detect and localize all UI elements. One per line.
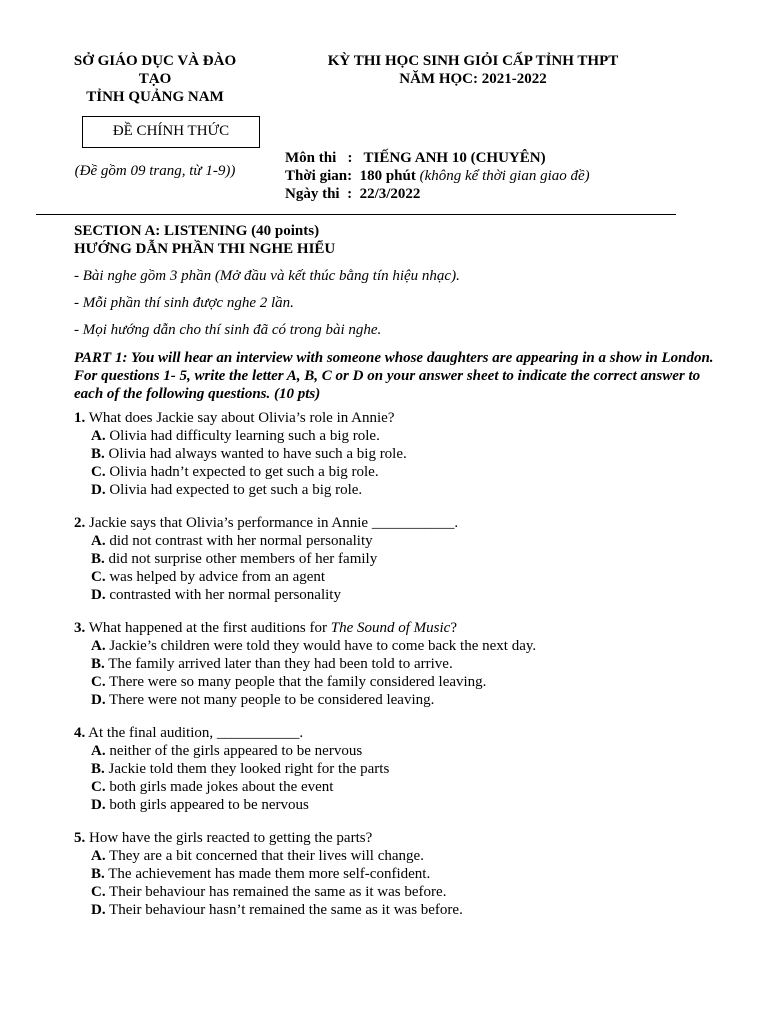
exam-info [285,149,665,203]
answer-option [74,691,724,709]
option-label: A. [91,848,106,864]
header-divider [36,214,676,215]
option-text: There were so many people that the family considered leaving. [105,674,487,690]
answer-option [74,586,724,604]
answer-option [74,445,724,463]
school-year: NĂM HỌC: 2021-2022 [399,71,547,87]
option-text: was helped by advice from an agent [105,569,326,585]
option-text: Jackie told them they looked right for the parts [104,761,390,777]
option-label: A. [91,533,106,549]
option-label: C. [91,674,106,690]
answer-option [74,655,724,673]
option-label: D. [91,587,106,603]
answer-option [74,481,724,499]
answer-option [74,796,724,814]
date-row [285,185,665,203]
question-1 [74,409,724,499]
option-text: Their behaviour has remained the same as it was before. [105,884,447,900]
answer-option [74,673,724,691]
answer-option [74,427,724,445]
question-title-italic: The Sound of Music [330,620,451,636]
question-number: 5. [74,830,86,846]
organization-name [60,52,250,106]
option-text: contrasted with her normal personality [105,587,341,603]
guide-title: HƯỚNG DẪN PHẦN THI NGHE HIỂU [74,241,336,257]
question-5 [74,829,724,919]
question-text: How have the girls reacted to getting the parts? [85,830,373,846]
option-label: C. [91,569,106,585]
exam-content [74,222,724,934]
org-line-1: SỞ GIÁO DỤC VÀ ĐÀO [73,53,237,69]
org-line-2: TẠO [138,71,172,87]
answer-option [74,760,724,778]
question-number: 1. [74,410,86,426]
option-label: B. [91,446,105,462]
option-text: The family arrived later than they had been told to arrive. [104,656,453,672]
option-text: both girls made jokes about the event [105,779,334,795]
answer-option [74,847,724,865]
option-label: A. [91,428,106,444]
question-text: What happened at the first auditions for [85,620,331,636]
option-text: Jackie’s children were told they would have to come back the next day. [105,638,537,654]
time-note: (không kể thời gian giao đề) [419,168,590,184]
option-text: neither of the girls appeared to be nervous [105,743,363,759]
question-3 [74,619,724,709]
option-label: D. [91,482,106,498]
date-label: Ngày thi : [285,186,360,202]
part-1-instructions: PART 1: You will hear an interview with someone whose daughters are appearing in a show in London. For questions 1- 5, write the letter A, B, C or D on your answer sheet to indicate the correct answer to each of the following questions. (10 pts) [74,350,714,402]
option-label: D. [91,692,106,708]
option-text: Olivia had expected to get such a big role. [105,482,363,498]
option-text: did not contrast with her normal personality [105,533,373,549]
date-value: 22/3/2022 [359,186,421,202]
subject-value: TIẾNG ANH 10 (CHUYÊN) [363,150,546,166]
option-label: B. [91,866,105,882]
question-stem [74,829,724,847]
option-label: A. [91,743,106,759]
subject-label: Môn thi : [285,150,364,166]
option-text: Olivia had always wanted to have such a big role. [104,446,407,462]
time-value: 180 phút [359,168,420,184]
question-stem [74,724,724,742]
time-label: Thời gian: [285,168,360,184]
answer-option [74,637,724,655]
question-stem [74,619,724,637]
option-label: B. [91,761,105,777]
answer-option [74,865,724,883]
pages-note: (Đề gồm 09 trang, từ 1-9)) [74,163,236,179]
answer-option [74,550,724,568]
option-text: did not surprise other members of her family [104,551,378,567]
question-number: 2. [74,515,86,531]
question-stem [74,409,724,427]
question-4 [74,724,724,814]
answer-option [74,742,724,760]
answer-option [74,568,724,586]
exam-title: KỲ THI HỌC SINH GIỎI CẤP TỈNH THPT [327,53,619,69]
answer-option [74,901,724,919]
option-text: There were not many people to be considered leaving. [105,692,435,708]
option-label: D. [91,797,106,813]
answer-option [74,778,724,796]
question-stem [74,514,724,532]
section-title: SECTION A: LISTENING (40 points) [74,223,320,239]
org-line-3: TỈNH QUẢNG NAM [86,89,224,105]
option-label: B. [91,656,105,672]
question-text: Jackie says that Olivia’s performance in Annie ___________. [85,515,459,531]
option-label: C. [91,779,106,795]
question-number: 3. [74,620,86,636]
option-label: A. [91,638,106,654]
option-text: both girls appeared to be nervous [105,797,309,813]
official-label: ĐỀ CHÍNH THỨC [112,123,230,139]
question-number: 4. [74,725,86,741]
instruction-3: - Mọi hướng dẫn cho thí sinh đã có trong bài nghe. [74,322,382,338]
subject-row [285,149,665,167]
exam-title-block [298,52,648,88]
answer-option [74,463,724,481]
option-text: Olivia hadn’t expected to get such a big role. [105,464,379,480]
option-text: The achievement has made them more self-confident. [104,866,431,882]
option-label: B. [91,551,105,567]
official-exam-box [82,116,260,148]
time-row [285,167,665,185]
instruction-1: - Bài nghe gồm 3 phần (Mở đầu và kết thúc bằng tín hiệu nhạc). [74,268,460,284]
option-label: C. [91,464,106,480]
instruction-2: - Mỗi phần thí sinh được nghe 2 lần. [74,295,294,311]
question-list [74,409,724,919]
option-text: They are a bit concerned that their lives will change. [105,848,424,864]
answer-option [74,532,724,550]
question-text: What does Jackie say about Olivia’s role in Annie? [85,410,395,426]
answer-option [74,883,724,901]
option-label: D. [91,902,106,918]
question-text-end: ? [450,620,457,636]
question-text: At the final audition, ___________. [85,725,304,741]
option-text: Olivia had difficulty learning such a big role. [105,428,380,444]
option-label: C. [91,884,106,900]
option-text: Their behaviour hasn’t remained the same as it was before. [105,902,463,918]
question-2 [74,514,724,604]
